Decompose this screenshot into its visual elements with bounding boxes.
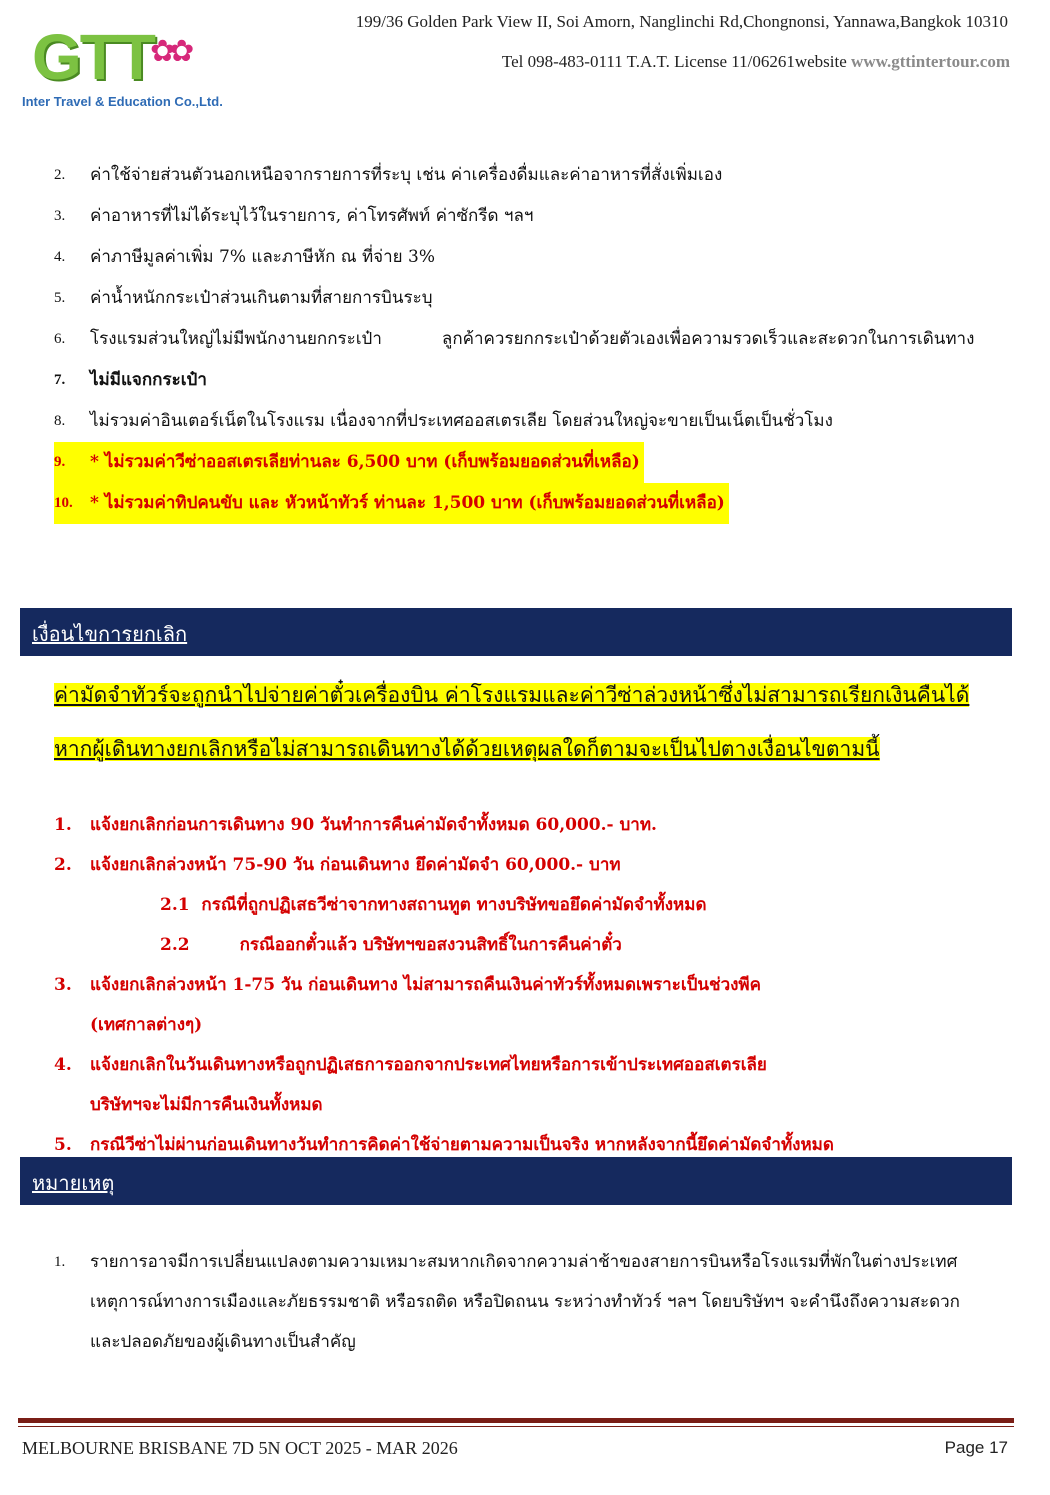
section-title: หมายเหตุ [32, 1171, 115, 1195]
company-address: 199/36 Golden Park View II, Soi Amorn, Nanglinchi Rd,Chongnonsi, Yannawa,Bangkok 10310 [355, 12, 1008, 31]
list-item-visa-fee: 9. * ไม่รวมค่าวีซ่าออสเตรเลียท่านละ 6,500 บาท (เก็บพร้อมยอดส่วนที่เหลือ) [54, 442, 644, 483]
list-item: 7. ไม่มีแจกกระเป๋า [54, 370, 207, 390]
remarks-section-header [20, 1157, 1012, 1205]
page-header [0, 0, 1050, 130]
contact-text: Tel 098-483-0111 T.A.T. License 11/06261website [501, 52, 852, 71]
logo-subtitle: Inter Travel & Education Co.,Ltd. [22, 94, 223, 109]
list-item: 3. ค่าอาหารที่ไม่ได้ระบุไว้ในรายการ, ค่าโทรศัพท์ ค่าซักรีด ฯลฯ [54, 206, 534, 226]
list-item: 5. ค่าน้ำหนักกระเป๋าส่วนเกินตามที่สายการบินระบุ [54, 288, 433, 308]
company-logo [22, 22, 222, 122]
list-item: 2. แจ้งยกเลิกล่วงหน้า 75-90 วัน ก่อนเดินทาง ยึดค่ามัดจำ 60,000.- บาท [54, 855, 621, 875]
company-contact [502, 52, 1010, 72]
list-item: 1. แจ้งยกเลิกก่อนการเดินทาง 90 วันทำการคืนค่ามัดจำทั้งหมด 60,000.- บาท. [54, 815, 657, 835]
list-item: 2. ค่าใช้จ่ายส่วนตัวนอกเหนือจากรายการที่ระบุ เช่น ค่าเครื่องดื่มและค่าอาหารที่สั่งเพิ่มเอง [54, 165, 723, 185]
notice-line: ค่ามัดจำทัวร์จะถูกนำไปจ่ายค่าตั๋วเครื่องบิน ค่าโรงแรมและค่าวีซ่าล่วงหน้าซึ่งไม่สามารถเรียกเงินคืนได้ [54, 683, 970, 707]
cancellation-section-header [20, 608, 1012, 656]
list-item-tip-fee: 10. * ไม่รวมค่าทิปคนขับ และ หัวหน้าทัวร์ ท่านละ 1,500 บาท (เก็บพร้อมยอดส่วนที่เหลือ) [54, 483, 729, 524]
page-number: Page 17 [944, 1438, 1008, 1457]
website-link[interactable]: www.gttintertour.com [851, 52, 1010, 71]
list-item: 1. รายการอาจมีการเปลี่ยนแปลงตามความเหมาะสมหากเกิดจากความล่าช้าของสายการบินหรือโรงแรมที่พักในต่างประเทศ เหตุการณ์ทางการเมืองและภัยธรรมชาติ หรือรถติด หรือปิดถนน ระหว่างทำทัวร์ ฯลฯ โดยบริษัทฯ จะคำนึงถึงความสะดวก และปลอดภัยของผู้เดินทางเป็นสำคัญ [54, 1252, 960, 1352]
cancellation-notice [54, 668, 1014, 776]
list-item: 2.2 กรณีออกตั๋วแล้ว บริษัทฯขอสงวนสิทธิ์ในการคืนค่าตั๋ว [160, 935, 622, 955]
logo-text: GTT [32, 21, 154, 93]
list-item: 8. ไม่รวมค่าอินเตอร์เน็ตในโรงแรม เนื่องจากที่ประเทศออสเตรเลีย โดยส่วนใหญ่จะขายเป็นเน็ตเป็นชั่วโมง [54, 411, 833, 431]
flower-icon: ✿✿ [150, 34, 189, 69]
list-item: 5. กรณีวีซ่าไม่ผ่านก่อนเดินทางวันทำการคิดค่าใช้จ่ายตามความเป็นจริง หากหลังจากนี้ยึดค่ามัดจำทั้งหมด [54, 1135, 834, 1155]
footer-title: MELBOURNE BRISBANE 7D 5N OCT 2025 - MAR 2026 [22, 1438, 458, 1458]
list-item: 2.1 กรณีที่ถูกปฏิเสธวีซ่าจากทางสถานทูต ทางบริษัทขอยึดค่ามัดจำทั้งหมด [160, 895, 707, 915]
notice-line: หากผู้เดินทางยกเลิกหรือไม่สามารถเดินทางได้ด้วยเหตุผลใดก็ตามจะเป็นไปตางเงื่อนไขตามนี้ [54, 737, 880, 761]
footer-divider [18, 1418, 1014, 1423]
section-title: เงื่อนไขการยกเลิก [32, 622, 188, 646]
list-item: 4. แจ้งยกเลิกในวันเดินทางหรือถูกปฏิเสธการออกจากประเทศไทยหรือการเข้าประเทศออสเตรเลีย บริษัทฯจะไม่มีการคืนเงินทั้งหมด [54, 1055, 767, 1115]
cancellation-list [54, 805, 1014, 1165]
remarks-list [54, 1242, 1014, 1362]
list-item: 4. ค่าภาษีมูลค่าเพิ่ม 7% และภาษีหัก ณ ที่จ่าย 3% [54, 247, 436, 267]
exclusions-list [54, 155, 1014, 524]
list-item: 3. แจ้งยกเลิกล่วงหน้า 1-75 วัน ก่อนเดินทาง ไม่สามารถคืนเงินค่าทัวร์ทั้งหมดเพราะเป็นช่วงพีค (เทศกาลต่างๆ) [54, 975, 762, 1035]
footer-divider [18, 1426, 1014, 1427]
list-item: 6. โรงแรมส่วนใหญ่ไม่มีพนักงานยกกระเป๋า ลูกค้าควรยกกระเป๋าด้วยตัวเองเพื่อความรวดเร็วและสะดวกในการเดินทาง [54, 329, 975, 349]
